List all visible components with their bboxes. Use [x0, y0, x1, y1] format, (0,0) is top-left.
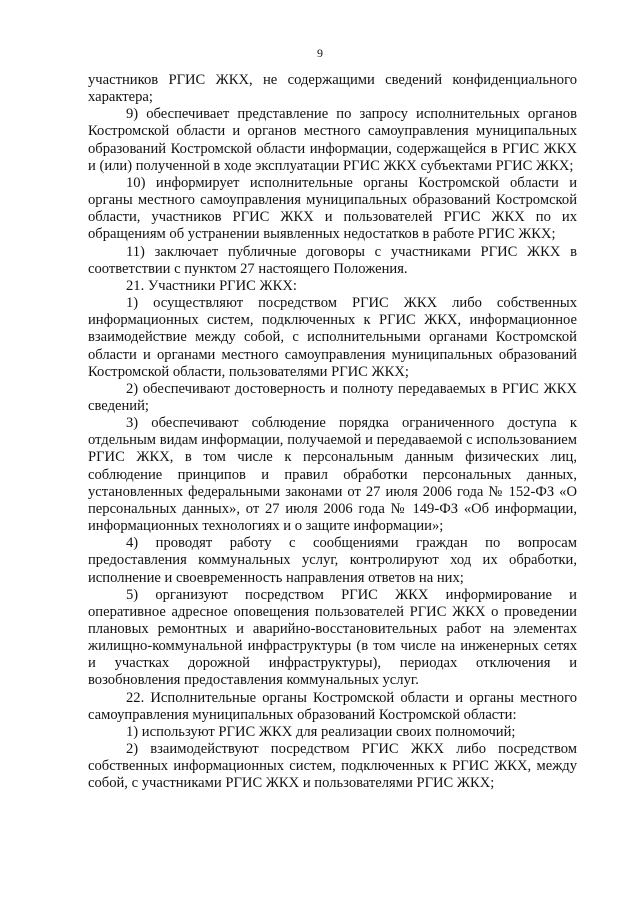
page-number: 9 — [317, 46, 323, 60]
paragraph-continuation: участников РГИС ЖКХ, не содержащими сведений конфиденциального характера; — [88, 72, 577, 106]
paragraph-item-10: 10) информирует исполнительные органы Костромской области и органы местного самоуправления муниципальных образований Костромской области, участников РГИС ЖКХ и пользователей РГИС ЖКХ по их обращениям об устранении выявленных недостатков в работе РГИС ЖКХ; — [88, 174, 577, 243]
paragraph-item-9: 9) обеспечивает представление по запросу исполнительных органов Костромской области и органов местного самоуправления муниципальных образований Костромской области информации, содержащейся в РГИС ЖКХ и (или) полученной в ходе эксплуатации РГИС ЖКХ субъектами РГИС ЖКХ; — [88, 106, 577, 174]
section-heading-22: 22. Исполнительные органы Костромской области и органы местного самоуправления муниципальных образований Костромской области: — [88, 689, 577, 723]
document-body — [88, 72, 577, 793]
paragraph-item-11: 11) заключает публичные договоры с участниками РГИС ЖКХ в соответствии с пунктом 27 настоящего Положения. — [88, 243, 577, 277]
paragraph-21-item-5: 5) организуют посредством РГИС ЖКХ информирование и оперативное адресное оповещения пользователей РГИС ЖКХ о проведении плановых ремонтных и аварийно-восстановительных работ на элементах жилищно-коммунальной инфраструктуры (в том числе на инженерных сетях и участках дорожной инфраструктуры), периодах отключения и возобновления предоставления коммунальных услуг. — [88, 586, 577, 689]
paragraph-22-item-1: 1) используют РГИС ЖКХ для реализации своих полномочий; — [126, 723, 516, 740]
paragraph-21-item-1: 1) осуществляют посредством РГИС ЖКХ либо собственных информационных систем, подключенных к РГИС ЖКХ, информационное взаимодействие между собой, с исполнительными органами Костромской области и органами местного самоуправления муниципальных образований Костромской области, пользователями РГИС ЖКХ; — [88, 295, 577, 380]
paragraph-22-item-2: 2) взаимодействуют посредством РГИС ЖКХ либо посредством собственных информационных систем, подключенных к РГИС ЖКХ, между собой, с участниками РГИС ЖКХ и пользователями РГИС ЖКХ; — [88, 741, 577, 792]
paragraph-21-item-3: 3) обеспечивают соблюдение порядка ограниченного доступа к отдельным видам информации, получаемой и передаваемой с использованием РГИС ЖКХ, в том числе к персональным данным физических лиц, соблюдение принципов и правил обработки персональных данных, установленных федеральными законами от 27 июля 2006 года № 152-ФЗ «О персональных данных», от 27 июля 2006 года № 149-ФЗ «Об информации, информационных технологиях и о защите информации»; — [88, 415, 577, 535]
paragraph-21-item-2: 2) обеспечивают достоверность и полноту передаваемых в РГИС ЖКХ сведений; — [88, 380, 577, 414]
section-heading-21: 21. Участники РГИС ЖКХ: — [126, 277, 297, 294]
paragraph-21-item-4: 4) проводят работу с сообщениями граждан по вопросам предоставления коммунальных услуг, контролируют ход их обработки, исполнение и своевременность направления ответов на них; — [88, 535, 577, 586]
